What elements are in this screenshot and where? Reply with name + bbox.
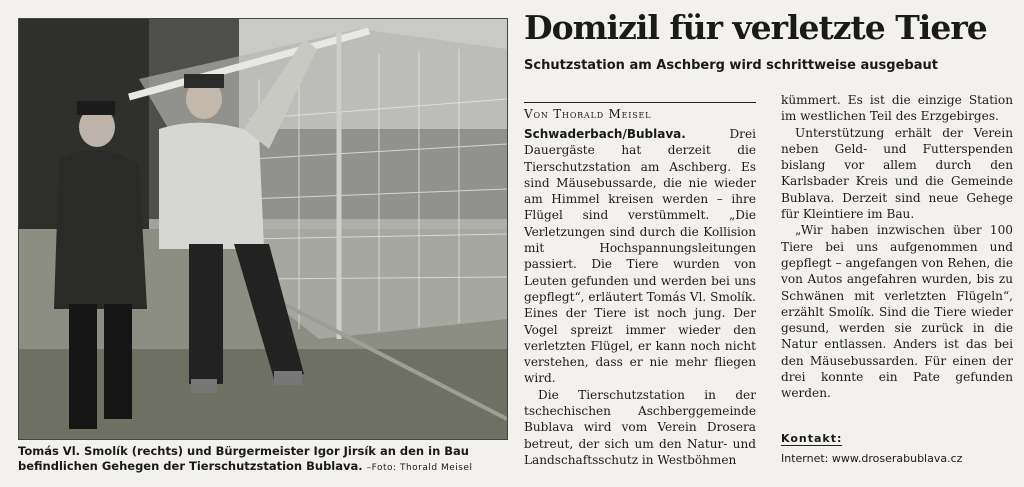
contact-box bbox=[781, 432, 1013, 465]
contact-label: Kontakt: bbox=[781, 432, 843, 445]
paragraph: kümmert. Es ist die einzige Station im westlichen Teil des Erzgebirges. bbox=[781, 93, 1013, 124]
paragraph: Die Tierschutzstation in der tschechischen Aschberggemeinde Bublava wird vom Verein Drosera betreut, der sich um den Natur- und Landschaftsschutz in Westböhmen bbox=[524, 387, 756, 467]
paragraph: Unterstützung erhält der Verein neben Geld- und Futterspenden bislang vor allem durch den Karlsbader Kreis und die Gemeinde Bublava. Derzeit sind neue Gehege für Kleintiere im Bau. bbox=[781, 125, 1013, 222]
dateline: Schwaderbach/Bublava. bbox=[524, 127, 686, 141]
article-column-1 bbox=[524, 126, 756, 468]
paragraph-text: Drei Dauergäste hat derzeit die Tierschutzstation am Aschberg. Es sind Mäusebussarde, die nie wieder am Himmel kreisen werden – ihre Flügel sind verstümmelt. „Die Verletzungen sind durch die Kollision mit Hochspannungsleitungen passiert. Die Tiere wurden von Leuten gefunden und werden bei uns gepflegt“, erläutert Tomás Vl. Smolík. Eines der Tiere ist noch jung. Der Vogel spreizt immer wieder den verletzten Flügel, er kann noch nicht verstehen, dass er nie mehr fliegen wird. bbox=[524, 127, 757, 386]
subheadline: Schutzstation am Aschberg wird schrittweise ausgebaut bbox=[524, 58, 938, 73]
photo-credit: –Foto: Thorald Meisel bbox=[366, 463, 473, 473]
contact-url: Internet: www.droserabublava.cz bbox=[781, 452, 963, 465]
paragraph: „Wir haben inzwischen über 100 Tiere bei uns aufgenommen und gepflegt – angefangen von Rehen, die von Autos angefahren wurden, bis zu Schwänen mit verletzten Flügeln“, erzählt Smolík. Sind die Tiere wieder gesund, werden sie zurück in die Natur entlassen. Anders ist das bei den Mäusebussarden. Für einen der drei konnte ein Pate gefunden werden. bbox=[781, 223, 1013, 401]
headline: Domizil für verletzte Tiere bbox=[524, 8, 987, 47]
caption-text: Tomás Vl. Smolík (rechts) und Bürgermeister Igor Jirsík an den in Bau befindlichen Gehegen der Tierschutzstation Bublava. bbox=[18, 444, 469, 473]
photo-illustration bbox=[19, 19, 507, 439]
byline: Von Thorald Meisel bbox=[524, 102, 756, 121]
paragraph bbox=[524, 126, 756, 387]
article-photo bbox=[18, 18, 508, 440]
photo-caption bbox=[18, 444, 508, 476]
article-column-2 bbox=[781, 92, 1013, 402]
